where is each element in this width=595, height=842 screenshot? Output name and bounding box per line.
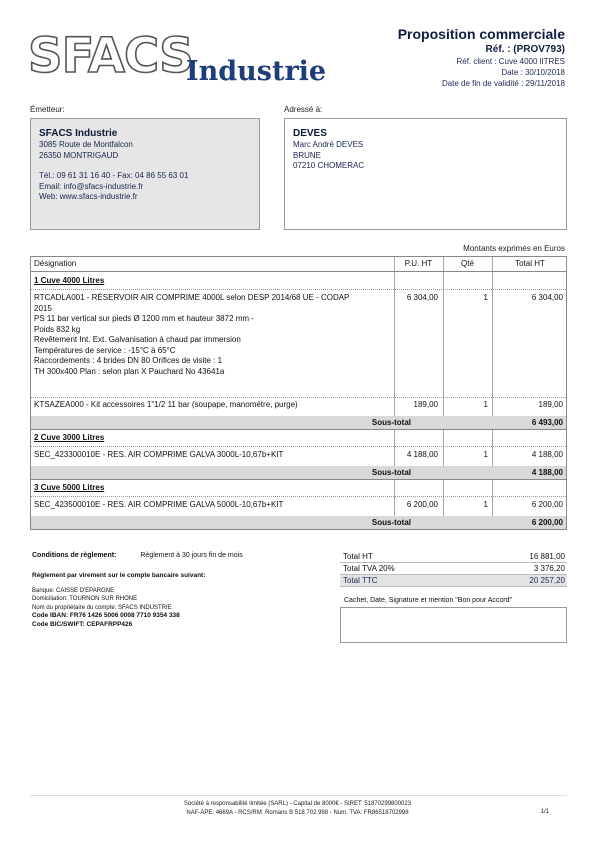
recipient-line3: 07210 CHOMERAC	[293, 161, 365, 170]
recipient-line2: BRUNE	[293, 150, 322, 160]
payment-conditions	[32, 552, 243, 559]
total-ttc-value: 20 257,20	[529, 576, 565, 585]
total-tva-label: Total TVA 20%	[343, 564, 395, 573]
totals-box	[340, 551, 567, 587]
items-table	[30, 256, 567, 530]
subtotal-row	[31, 466, 566, 479]
emitter-box	[30, 118, 260, 230]
emitter-address2: 26350 MONTRIGAUD	[39, 150, 119, 160]
total-ht-value: 16 881,00	[529, 552, 565, 561]
emitter-address1: 3085 Route de Montfalcon	[39, 140, 133, 149]
section-title: 1 Cuve 4000 Litres	[34, 276, 105, 285]
page-number: 1/1	[540, 809, 549, 815]
emitter-web: Web: www.sfacs-industrie.fr	[39, 192, 138, 201]
subtotal-value: 6 200,00	[531, 518, 563, 527]
line-pu: 189,00	[413, 400, 438, 409]
line-total: 6 304,00	[531, 293, 563, 302]
subtotal-row	[31, 516, 566, 529]
col-header-total: Total HT	[515, 259, 545, 268]
document-header	[305, 26, 565, 89]
line-pu: 6 304,00	[406, 293, 438, 302]
subtotal-value: 6 493,00	[531, 418, 563, 427]
recipient-label: Adressé à:	[284, 105, 323, 114]
line-qty: 1	[483, 450, 488, 459]
line-description: SEC_423300010E - RES. AIR COMPRIME GALVA 3000L-10,67b+KIT	[34, 450, 284, 459]
subtotal-row	[31, 416, 566, 429]
bank-domiciliation: Domiciliation: TOURNON SUR RHONE	[32, 596, 138, 602]
footer	[0, 800, 595, 818]
line-description: SEC_423500010E - RES. AIR COMPRIME GALVA 5000L-10,67b+KIT	[34, 500, 284, 509]
section-title: 2 Cuve 3000 Litres	[34, 433, 105, 442]
footer-divider	[30, 795, 567, 796]
bank-name: Banque: CAISSE D'EPARGNE	[32, 587, 115, 594]
line-description: KTSAZEA000 - Kit accessoires 1"1/2 11 bar (soupape, manométre, purge)	[34, 400, 298, 409]
total-ttc-label: Total TTC	[343, 576, 378, 585]
document-ref: Réf. : (PROV793)	[485, 44, 565, 55]
company-logo	[28, 28, 327, 90]
bank-bic: Code BIC/SWIFT: CEPAFRPP426	[32, 620, 133, 628]
col-header-designation: Désignation	[34, 259, 77, 268]
section-title: 3 Cuve 5000 Litres	[34, 483, 105, 492]
currency-note: Montants exprimés en Euros	[463, 244, 565, 253]
line-qty: 1	[483, 500, 488, 509]
line-qty: 1	[483, 400, 488, 409]
line-pu: 6 200,00	[406, 500, 438, 509]
recipient-contact: Marc André DEVES	[293, 140, 364, 149]
line-pu: 4 188,00	[406, 450, 438, 459]
total-tva-value: 3 376,20	[533, 564, 565, 573]
total-ht-row	[340, 551, 567, 563]
signature-box[interactable]	[340, 607, 567, 643]
bank-title: Règlement par virement sur le compte bancaire suivant:	[32, 572, 206, 579]
recipient-name: DEVES	[293, 128, 327, 139]
subtotal-label: Sous-total	[371, 418, 411, 427]
total-tva-row	[340, 563, 567, 575]
total-ttc-row	[340, 575, 567, 587]
subtotal-label: Sous-total	[371, 468, 411, 477]
bank-iban: Code IBAN: FR76 1426 5006 0008 7710 9354 338	[32, 612, 180, 619]
conditions-value: Règlement à 30 jours fin de mois	[140, 552, 243, 559]
signature-label: Cachet, Date, Signature et mention "Bon pour Accord"	[344, 597, 513, 604]
emitter-label: Émetteur:	[30, 105, 65, 114]
col-header-pu: P.U. HT	[404, 259, 433, 268]
subtotal-label: Sous-total	[371, 518, 411, 527]
col-header-qty: Qté	[461, 259, 474, 268]
subtotal-value: 4 188,00	[531, 468, 563, 477]
line-description: RTCADLA001 - RÉSERVOIR AIR COMPRIME 4000L selon DESP 2014/68 UE - CODAP 2015 PS 11 bar vertical sur pieds Ø 1200 mm et hauteur 3872 mm - Poids 832 kg Revêtement Int. Ext. Galvanisation à chaud par immersion Températures de service : -15°C à 65°C Raccordements : 4 brides DN 80 Orifices de visite : 1 TH 300x400 Plan : selon plan X Pauchard No 43641a	[34, 293, 350, 376]
footer-line2: NAF-APE: 4669A - RCS/RM: Romans B 518 702 998 - Num. TVA: FR86518702998	[186, 810, 409, 816]
emitter-phone: Tél.: 09 61 31 16 40 - Fax: 04 86 55 63 01	[39, 171, 189, 180]
line-total: 4 188,00	[531, 450, 563, 459]
emitter-email: Email: info@sfacs-industrie.fr	[39, 181, 144, 191]
logo-subtitle: Industrie	[186, 56, 327, 87]
recipient-box	[284, 118, 567, 230]
footer-line1: Société à responsabilité limitée (SARL) - Capital de 8000€ - SIRET: 51870299800023	[183, 801, 412, 807]
total-ht-label: Total HT	[343, 552, 373, 561]
document-date: Date : 30/10/2018	[501, 68, 565, 77]
line-total: 189,00	[538, 400, 563, 409]
conditions-label: Conditions de règlement:	[32, 552, 117, 559]
validity-date: Date de fin de validité : 29/11/2018	[441, 79, 565, 88]
emitter-name: SFACS Industrie	[39, 128, 118, 139]
logo-wordmark: SFACS	[28, 28, 193, 84]
bank-owner: Nom du propriétaire du compte: SFACS INDUSTRIE	[32, 604, 172, 611]
client-ref: Réf. client : Cuve 4000 lITRES	[456, 57, 565, 66]
bank-details	[32, 572, 282, 629]
line-qty: 1	[483, 293, 488, 302]
line-total: 6 200,00	[531, 500, 563, 509]
document-title: Proposition commerciale	[397, 26, 565, 42]
